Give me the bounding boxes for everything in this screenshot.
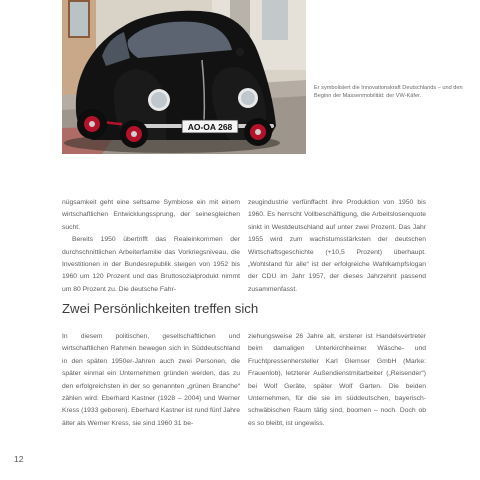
paragraph: zeugindustrie verfünffacht ihre Produktion von 1950 bis 1960. Es herrscht Vollbeschäftigung, die Arbeitslosenquote sinkt in Westdeutschland auf unter zwei Prozent. Das Jahr 1955 wird zum wachstumsstärksten der deutschen Wirtschaftsgeschichte (+10,5 Prozent) überhaupt. „Wohlstand für alle“ ist der erfolgreiche Wahlkampfslogan der CDU im Jahr 1957, der dieses Jahrzehnt passend zusammenfasst. [248,199,426,293]
license-plate: AO-OA 268 [187,122,233,132]
section-heading: Zwei Persönlichkeiten treffen sich [62,301,259,316]
page-number: 12 [14,454,24,464]
body-column-1 [62,197,240,296]
body-column-2 [248,197,426,296]
vw-beetle-illustration [62,0,306,154]
paragraph: Bereits 1950 übertrifft das Realeinkommen der durchschnittlichen Arbeiterfamilie das Vorkriegsniveau, die Investitionen in der Bundesrepublik steigen von 1952 bis 1960 um 120 Prozent und das Bruttosozialprodukt nimmt um 80 Prozent zu. Die deutsche Fahr- [62,236,240,293]
vw-beetle-photo [62,0,306,154]
paragraph: nügsamkeit geht eine seltsame Symbiose ein mit einem wirtschaftlichen Entwicklungssprung, der seinesgleichen sucht. [62,199,240,231]
body-column-4 [248,331,426,430]
photo-caption: Er symbolisiert die Innovationskraft Deutschlands – und den Beginn der Massenmobilität: der VW-Käfer. [314,85,463,99]
paragraph: ziehungsweise 26 Jahre alt, ersterer ist Handelsvertreter beim damaligen Unterkirchheimer Wäsche- und Fruchtpressenhersteller Karl Glemser GmbH (Marke: Frauenlob), letzterer Außendienstmitarbeiter („Reisender“) bei Wolf Geräte, später Wolf Garten. Die beiden Unternehmen, für die sie im süddeutschen, bayerisch-schwäbischen Raum tätig sind, boomen – noch. Doch ob es so bleibt, ist ungewiss. [248,333,426,427]
body-column-3 [62,331,240,430]
paragraph: In diesem politischen, gesellschaftlichen und wirtschaftlichen Rahmen bewegen sich in Süddeutschland in den späten 1950er-Jahren auch zwei Personen, die später einmal ein Unternehmen gründen werden, das zu den erfolgreichsten in der so genannten „grünen Branche“ zählen wird: Eberhard Kastner (1928 – 2004) und Werner Kress (1933 geboren). Eberhard Kastner ist rund fünf Jahre älter als Werner Kress, sie sind 1960 31 be- [62,333,240,427]
